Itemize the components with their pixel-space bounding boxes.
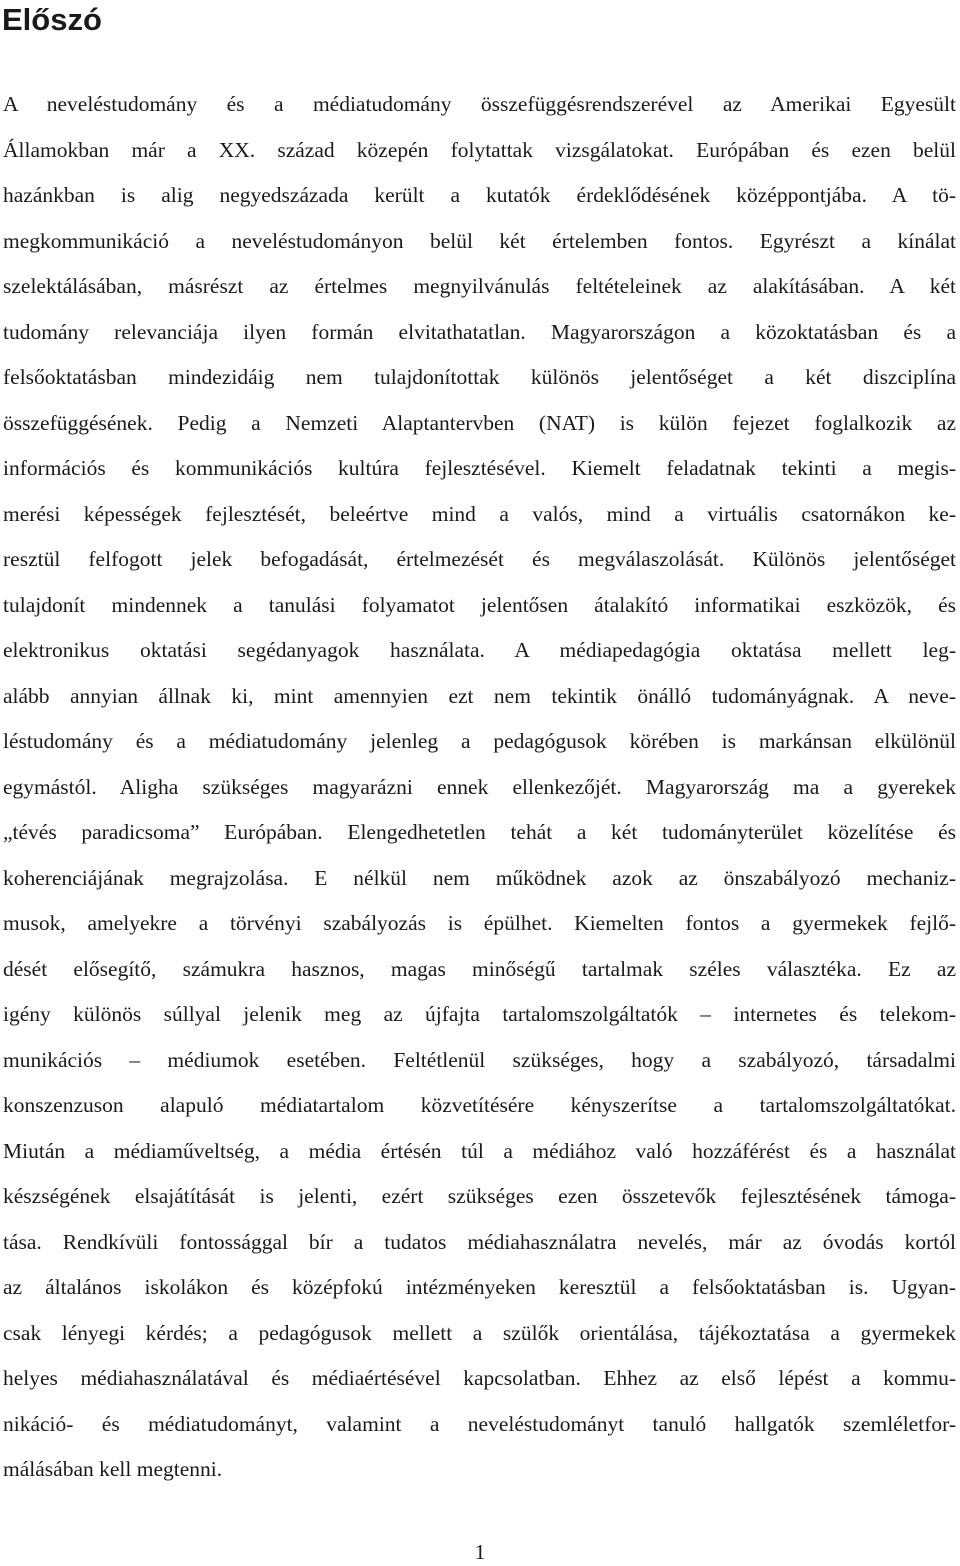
text-line: tudomány relevanciája ilyen formán elvitathatatlan. Magyarországon a közoktatásban és a	[3, 319, 956, 344]
body-paragraph	[3, 82, 956, 1493]
text-line: egymástól. Aligha szükséges magyarázni ennek ellenkezőjét. Magyarország ma a gyerekek	[3, 774, 956, 799]
text-line: Miután a médiaműveltség, a média értésén túl a médiához való hozzáférést és a használat	[3, 1138, 956, 1163]
text-line: hazánkban is alig negyedszázada került a kutatók érdeklődésének középpontjába. A tö-	[3, 183, 956, 207]
text-line: alább annyian állnak ki, mint amennyien ezt nem tekintik önálló tudományágnak. A neve-	[3, 683, 956, 708]
text-line: megkommunikáció a neveléstudományon belül két értelemben fontos. Egyrészt a kínálat	[3, 228, 956, 253]
text-line: A neveléstudomány és a médiatudomány összefüggésrendszerével az Amerikai Egyesült	[3, 92, 956, 116]
text-line: konszenzuson alapuló médiatartalom közvetítésére kényszerítse a tartalomszolgáltatókat.	[3, 1093, 956, 1117]
text-line: málásában kell megtenni.	[3, 1457, 223, 1481]
text-line: csak lényegi kérdés; a pedagógusok mellett a szülők orientálása, tájékoztatása a gyermekek	[3, 1320, 956, 1345]
text-line: készségének elsajátítását is jelenti, ezért szükséges ezen összetevők fejlesztésének támoga-	[3, 1184, 956, 1208]
text-line: nikáció- és médiatudományt, valamint a neveléstudományt tanuló hallgatók szemléletfor-	[3, 1411, 956, 1436]
text-line: koherenciájának megrajzolása. E nélkül nem működnek azok az önszabályozó mechaniz-	[3, 865, 956, 890]
page-title: Előszó	[2, 2, 102, 37]
text-line: léstudomány és a médiatudomány jelenleg a pedagógusok körében is markánsan elkülönül	[3, 729, 956, 753]
text-line: tása. Rendkívüli fontossággal bír a tudatos médiahasználatra nevelés, már az óvodás kortól	[3, 1229, 956, 1254]
text-line: munikációs – médiumok esetében. Feltétlenül szükséges, hogy a szabályozó, társadalmi	[3, 1047, 956, 1072]
text-line: musok, amelyekre a törvényi szabályozás is épülhet. Kiemelten fontos a gyermekek fejlő-	[3, 911, 956, 935]
text-line: tulajdonít mindennek a tanulási folyamatot jelentősen átalakító informatikai eszközök, és	[3, 592, 956, 617]
text-line: az általános iskolákon és középfokú intézményeken keresztül a felsőoktatásban is. Ugyan-	[3, 1275, 956, 1299]
text-line: merési képességek fejlesztését, beleértve mind a valós, mind a virtuális csatornákon ke-	[3, 501, 956, 526]
text-line: szelektálásában, másrészt az értelmes megnyilvánulás feltételeinek az alakításában. A két	[3, 274, 956, 298]
text-line: elektronikus oktatási segédanyagok használata. A médiapedagógia oktatása mellett leg-	[3, 638, 956, 662]
text-line: „tévés paradicsoma” Európában. Elengedhetetlen tehát a két tudományterület közelítése és	[3, 820, 956, 844]
text-line: igény különös súllyal jelenik meg az újfajta tartalomszolgáltatók – internetes és telekom-	[3, 1002, 956, 1026]
text-line: információs és kommunikációs kultúra fejlesztésével. Kiemelt feladatnak tekinti a megis-	[3, 456, 956, 480]
text-line: dését elősegítő, számukra hasznos, magas minőségű tartalmak széles választéka. Ez az	[3, 956, 956, 981]
text-line: Államokban már a XX. század közepén folytattak vizsgálatokat. Európában és ezen belül	[3, 137, 956, 162]
text-line: resztül felfogott jelek befogadását, értelmezését és megválaszolását. Különös jelentőséget	[3, 547, 956, 571]
page-number: 1	[474, 1540, 486, 1564]
text-line: összefüggésének. Pedig a Nemzeti Alaptantervben (NAT) is külön fejezet foglalkozik az	[3, 410, 956, 435]
text-line: helyes médiahasználatával és médiaértésével kapcsolatban. Ehhez az első lépést a kommu-	[3, 1366, 956, 1390]
text-line: felsőoktatásban mindezidáig nem tulajdonítottak különös jelentőséget a két diszciplína	[3, 365, 956, 389]
